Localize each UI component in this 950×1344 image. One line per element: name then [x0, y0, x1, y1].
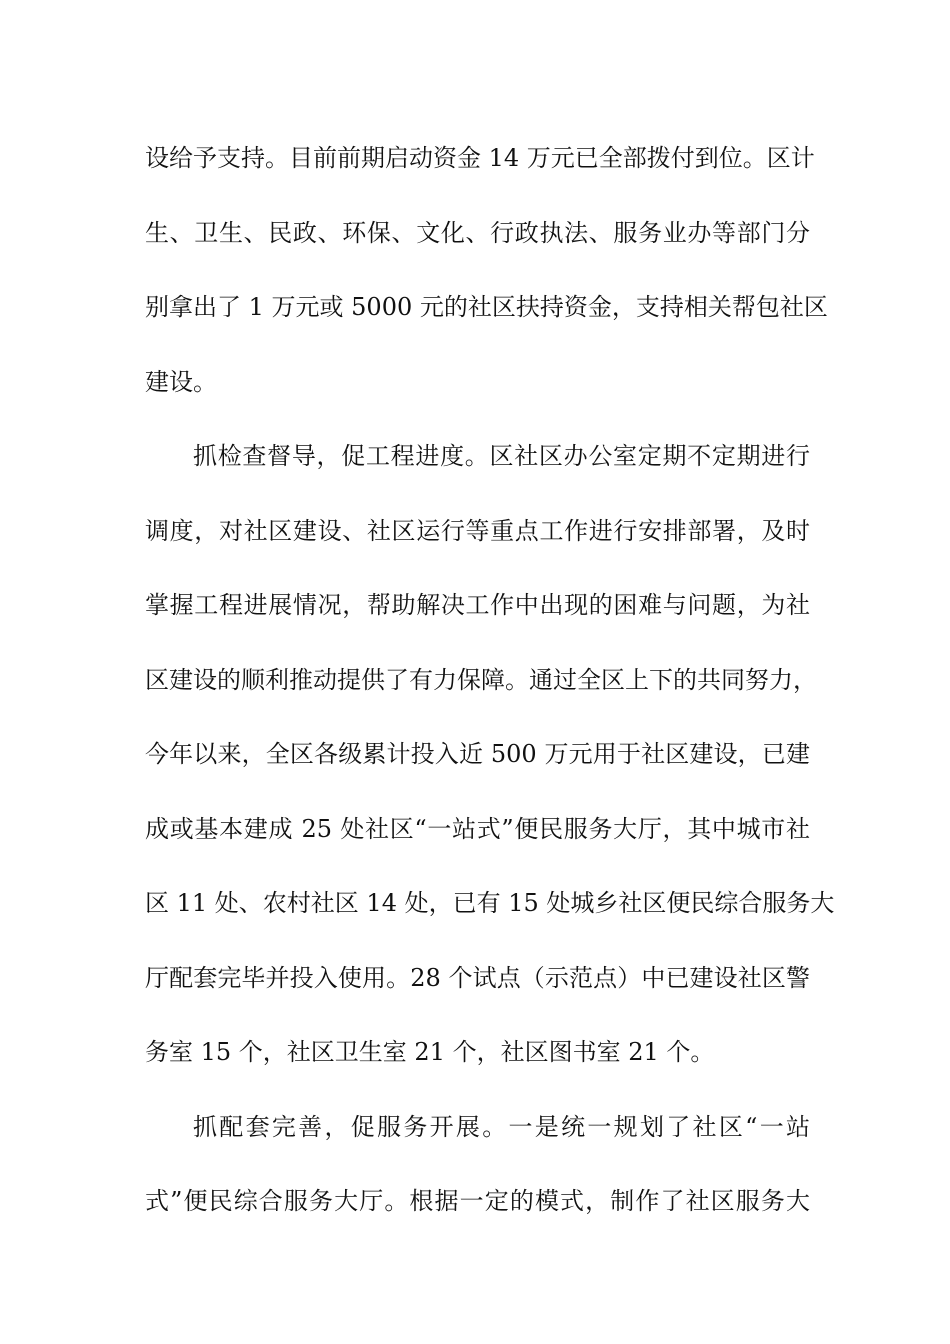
text-line: 别拿出了 1 万元或 5000 元的社区扶持资金，支持相关帮包社区	[145, 293, 828, 321]
text-line: 生、卫生、民政、环保、文化、行政执法、服务业办等部门分	[145, 218, 810, 247]
text-line: 式”便民综合服务大厅。根据一定的模式，制作了社区服务大	[145, 1187, 810, 1215]
text-line: 厅配套完毕并投入使用。28 个试点（示范点）中已建设社区警	[145, 963, 810, 992]
text-line: 今年以来，全区各级累计投入近 500 万元用于社区建设，已建	[145, 740, 810, 768]
document-body	[145, 131, 835, 1249]
text-line: 掌握工程进展情况，帮助解决工作中出现的困难与问题，为社	[145, 591, 810, 619]
text-line: 成或基本建成 25 处社区“一站式”便民服务大厅，其中城市社	[145, 814, 810, 843]
text-line: 抓检查督导，促工程进度。区社区办公室定期不定期进行	[193, 442, 810, 470]
text-line: 建设。	[145, 367, 217, 396]
text-line: 区建设的顺利推动提供了有力保障。通过全区上下的共同努力，	[145, 665, 817, 694]
text-line: 调度，对社区建设、社区运行等重点工作进行安排部署，及时	[145, 516, 810, 545]
text-line: 设给予支持。目前前期启动资金 14 万元已全部拨付到位。区计	[145, 144, 815, 172]
text-line: 区 11 处、农村社区 14 处，已有 15 处城乡社区便民综合服务大	[145, 889, 835, 917]
text-line: 务室 15 个，社区卫生室 21 个，社区图书室 21 个。	[145, 1038, 715, 1066]
text-line: 抓配套完善，促服务开展。一是统一规划了社区“一站	[193, 1112, 810, 1141]
